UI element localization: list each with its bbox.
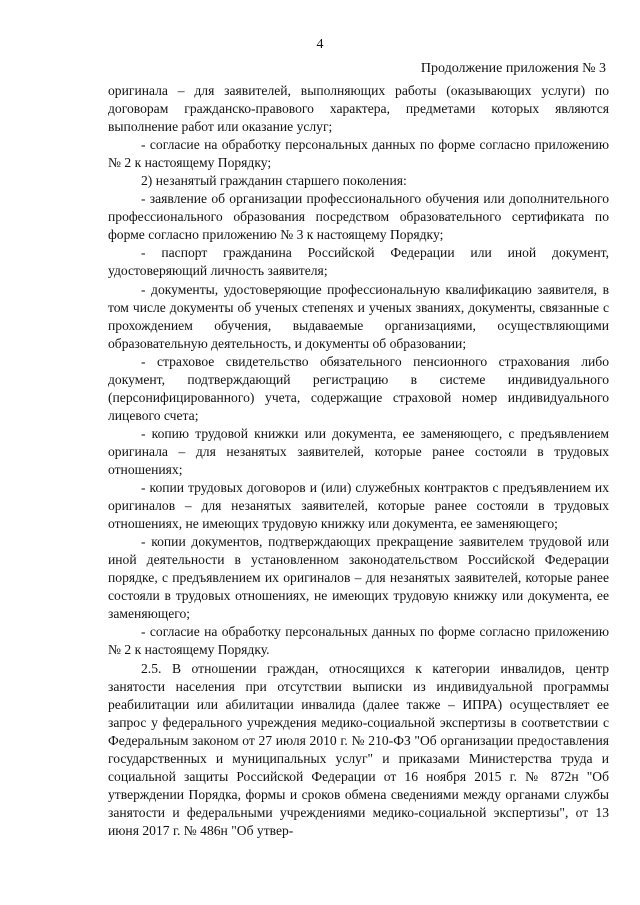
paragraph-original-contractors: оригинала – для заявителей, выполняющих работы (оказывающих услуги) по договорам гражданско-правового характера, предметами которых являются выполнение работ или оказание услуг; <box>108 83 609 135</box>
paragraph-termination-documents: - копии документов, подтверждающих прекращение заявителем трудовой или иной деятельности в установленном законодательством Российской Федерации порядке, с предъявлением их оригиналов – для незанятых заявителей, которые ранее состояли в трудовых отношениях, не имеющих трудовую книжку или документа, ее заменяющего; <box>108 534 609 622</box>
paragraph-qualification-documents: - документы, удостоверяющие профессиональную квалификацию заявителя, в том числе документы об ученых степенях и ученых званиях, документы, связанные с прохождением обучения, выдаваемые организациями, осуществляющими образовательную деятельность, и документы об образовании; <box>108 281 609 351</box>
page-number: 4 <box>316 37 324 52</box>
paragraph-employment-record-copy: - копию трудовой книжки или документа, ее заменяющего, с предъявлением оригинала – для незанятых заявителей, которые ранее состояли в трудовых отношениях; <box>108 425 609 477</box>
appendix-continuation-note: Продолжение приложения № 3 <box>420 61 606 76</box>
paragraph-labor-contracts-copies: - копии трудовых договоров и (или) служебных контрактов с предъявлением их оригиналов – для незанятых заявителей, которые ранее состояли в трудовых отношениях, не имеющих трудовую книжку или документа, ее заменяющего; <box>108 480 609 532</box>
body-text <box>108 82 609 840</box>
paragraph-application-training: - заявление об организации профессионального обучения или дополнительного профессионального образования посредством образовательного сертификата по форме согласно приложению № 3 к настоящему Порядку; <box>108 191 609 243</box>
paragraph-consent-personal-data: - согласие на обработку персональных данных по форме согласно приложению № 2 к настоящему Порядку; <box>108 137 609 171</box>
paragraph-consent-personal-data-final: - согласие на обработку персональных данных по форме согласно приложению № 2 к настоящему Порядку. <box>108 624 609 658</box>
paragraph-older-generation-heading: 2) незанятый гражданин старшего поколения: <box>141 173 407 189</box>
paragraph-passport: - паспорт гражданина Российской Федерации или иной документ, удостоверяющий личность заявителя; <box>108 245 609 279</box>
paragraph-section-2-5: 2.5. В отношении граждан, относящихся к категории инвалидов, центр занятости населения при отсутствии выписки из индивидуальной программы реабилитации или абилитации инвалида (далее также – ИПРА) осуществляет ее запрос у федерального учреждения медико-социальной экспертизы в соответствии с Федеральным законом от 27 июля 2010 г. № 210-ФЗ "Об организации предоставления государственных и муниципальных услуг" и приказами Министерства труда и социальной защиты Российской Федерации от 16 ноября 2015 г. № 872н "Об утверждении Порядка, формы и сроков обмена сведениями между органами службы занятости и федеральными учреждениями медико-социальной экспертизы", от 13 июня 2017 г. № 486н "Об утвер- <box>108 660 609 838</box>
paragraph-pension-insurance: - страховое свидетельство обязательного пенсионного страхования либо документ, подтверждающий регистрацию в системе индивидуального (персонифицированного) учета, содержащие страховой номер индивидуального лицевого счета; <box>108 353 609 423</box>
